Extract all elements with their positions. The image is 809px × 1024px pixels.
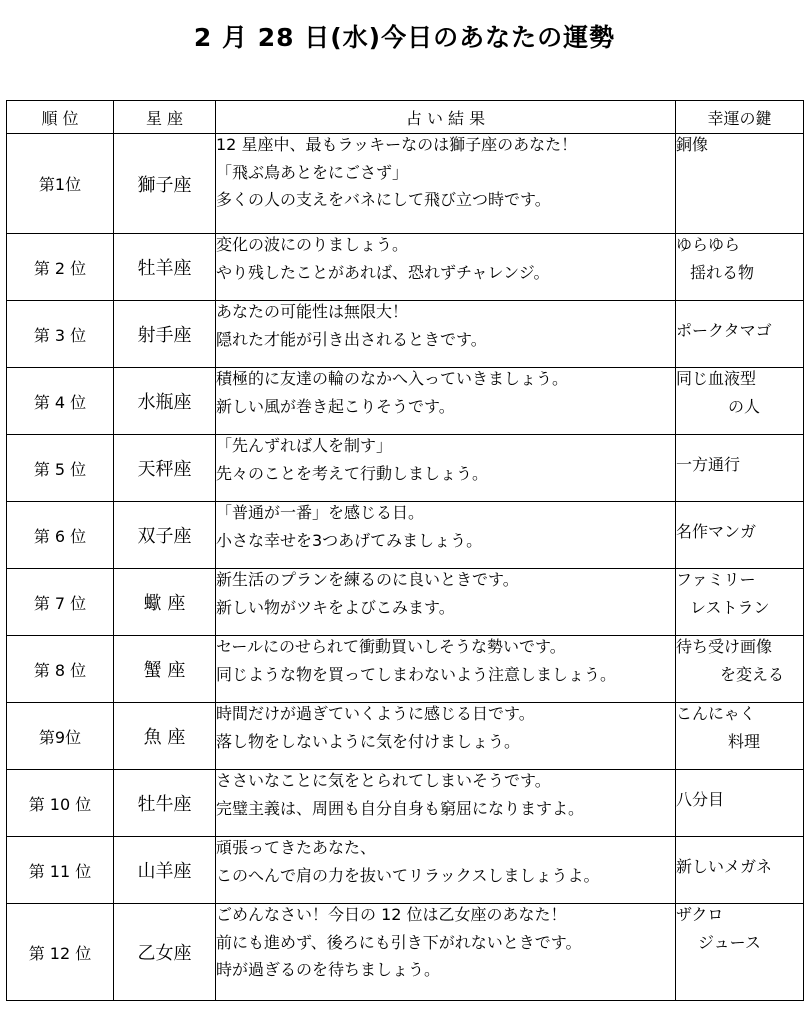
key-line: こんにゃく	[676, 704, 756, 723]
result-cell	[216, 234, 676, 301]
key-line: ファミリー	[676, 570, 756, 589]
key-line: ザクロ	[676, 905, 724, 924]
result-line: やり残したことがあれば、恐れずチャレンジ。	[216, 262, 550, 282]
sign-cell: 蟹 座	[114, 636, 216, 703]
sign-cell: 牡羊座	[114, 234, 216, 301]
result-line: 前にも進めず、後ろにも引き下がれないときです。	[216, 932, 582, 952]
key-cell	[676, 636, 804, 703]
result-cell	[216, 837, 676, 904]
table-row	[7, 837, 804, 904]
rank-cell: 第 12 位	[7, 904, 114, 1001]
key-line: 同じ血液型	[676, 369, 757, 388]
result-line: 小さな幸せを3つあげてみましょう。	[216, 530, 483, 550]
sign-cell: 乙女座	[114, 904, 216, 1001]
key-line: ジュース	[698, 932, 761, 952]
result-cell	[216, 368, 676, 435]
key-cell	[676, 134, 804, 234]
key-line: 名作マンガ	[676, 522, 757, 542]
result-cell	[216, 502, 676, 569]
result-line: 12 星座中、最もラッキーなのは獅子座のあなた！	[216, 135, 578, 154]
result-line: 多くの人の支えをバネにして飛び立つ時です。	[216, 190, 551, 209]
result-cell	[216, 770, 676, 837]
result-line: 「先んずれば人を制す」	[216, 436, 393, 455]
result-cell	[216, 301, 676, 368]
key-cell	[676, 770, 804, 837]
result-line: このへんで肩の力を抜いてリラックスしましょうよ。	[216, 865, 600, 885]
sign-cell: 射手座	[114, 301, 216, 368]
table-row	[7, 770, 804, 837]
rank-cell: 第1位	[7, 134, 114, 234]
key-line: ポークタマゴ	[676, 321, 772, 341]
page-title: 2 月 28 日(水)今日のあなたの運勢	[193, 23, 616, 52]
table-row	[7, 134, 804, 234]
result-line: 変化の波にのりましょう。	[216, 235, 409, 254]
result-cell	[216, 904, 676, 1001]
key-line: の人	[728, 396, 761, 416]
result-line: 頑張ってきたあなた、	[216, 838, 377, 857]
result-line: 積極的に友達の輪のなかへ入っていきましょう。	[216, 369, 569, 388]
sign-cell: 牡牛座	[114, 770, 216, 837]
table-row	[7, 569, 804, 636]
rank-cell: 第 4 位	[7, 368, 114, 435]
result-line: あなたの可能性は無限大！	[216, 302, 409, 321]
result-line: 完璧主義は、周囲も自分自身も窮屈になりますよ。	[216, 798, 585, 818]
key-cell	[676, 301, 804, 368]
result-line: 「飛ぶ鳥あとをにごさず」	[216, 162, 409, 182]
result-cell	[216, 636, 676, 703]
rank-cell: 第 5 位	[7, 435, 114, 502]
table-row	[7, 703, 804, 770]
table-row	[7, 301, 804, 368]
table-row	[7, 904, 804, 1001]
rank-cell: 第 7 位	[7, 569, 114, 636]
rank-cell: 第 2 位	[7, 234, 114, 301]
rank-cell: 第9位	[7, 703, 114, 770]
header-row	[7, 101, 804, 134]
key-line: 銅像	[676, 135, 709, 154]
result-cell	[216, 435, 676, 502]
header-result: 占 い 結 果	[216, 101, 676, 134]
rank-cell: 第 8 位	[7, 636, 114, 703]
key-cell	[676, 435, 804, 502]
sign-cell: 魚 座	[114, 703, 216, 770]
header-key: 幸運の鍵	[676, 101, 804, 134]
table-row	[7, 435, 804, 502]
key-line: ゆらゆら	[676, 235, 741, 254]
result-line: 新しい物がツキをよびこみます。	[216, 597, 455, 617]
result-cell	[216, 569, 676, 636]
header-sign: 星 座	[114, 101, 216, 134]
sign-cell: 水瓶座	[114, 368, 216, 435]
key-line: 八分目	[676, 790, 725, 810]
key-cell	[676, 837, 804, 904]
key-cell	[676, 904, 804, 1001]
result-line: 新生活のプランを練るのに良いときです。	[216, 570, 519, 589]
key-cell	[676, 368, 804, 435]
key-cell	[676, 234, 804, 301]
rank-cell: 第 11 位	[7, 837, 114, 904]
sign-cell: 蠍 座	[114, 569, 216, 636]
table-row	[7, 502, 804, 569]
header-rank: 順 位	[7, 101, 114, 134]
sign-cell: 山羊座	[114, 837, 216, 904]
rank-cell: 第 10 位	[7, 770, 114, 837]
sign-cell: 天秤座	[114, 435, 216, 502]
rank-cell: 第 6 位	[7, 502, 114, 569]
result-line: 先々のことを考えて行動しましょう。	[216, 463, 489, 483]
key-line: 揺れる物	[690, 262, 755, 282]
sign-cell: 双子座	[114, 502, 216, 569]
result-line: 同じような物を買ってしまわないよう注意しましょう。	[216, 664, 617, 684]
table-row	[7, 636, 804, 703]
result-line: 時が過ぎるのを待ちましょう。	[216, 960, 441, 979]
result-line: 新しい風が巻き起こりそうです。	[216, 396, 455, 416]
key-line: 一方通行	[676, 455, 741, 475]
key-line: 待ち受け画像	[676, 637, 773, 656]
key-cell	[676, 502, 804, 569]
key-cell	[676, 569, 804, 636]
result-line: 時間だけが過ぎていくように感じる日です。	[216, 704, 535, 723]
result-line: 隠れた才能が引き出されるときです。	[216, 329, 487, 349]
table-row	[7, 234, 804, 301]
result-cell	[216, 703, 676, 770]
result-cell	[216, 134, 676, 234]
key-cell	[676, 703, 804, 770]
key-line: を変える	[720, 664, 785, 684]
sign-cell: 獅子座	[114, 134, 216, 234]
result-line: セールにのせられて衝動買いしそうな勢いです。	[216, 637, 566, 656]
key-line: 新しいメガネ	[676, 857, 773, 877]
table-row	[7, 368, 804, 435]
fortune-table	[6, 100, 804, 1001]
result-line: 「普通が一番」を感じる日。	[216, 503, 425, 522]
rank-cell: 第 3 位	[7, 301, 114, 368]
result-line: ごめんなさい！今日の 12 位は乙女座のあなた！	[216, 905, 567, 924]
result-line: ささいなことに気をとられてしまいそうです。	[216, 771, 551, 790]
result-line: 落し物をしないように気を付けましょう。	[216, 731, 521, 751]
key-line: レストラン	[690, 597, 770, 617]
key-line: 料理	[728, 731, 761, 751]
